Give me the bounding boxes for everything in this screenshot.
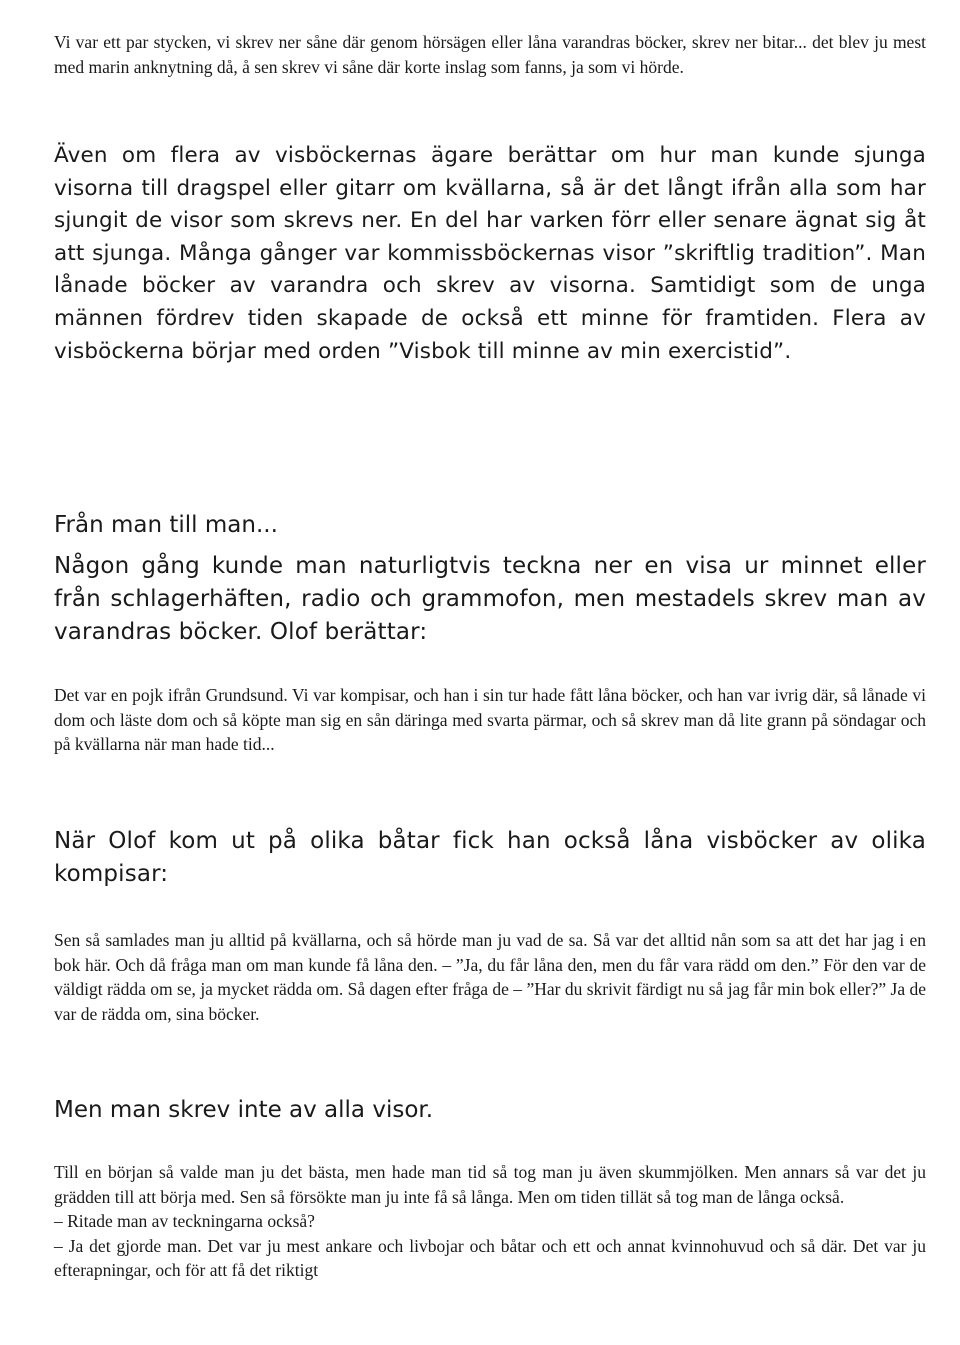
interview-quote-3: Sen så samlades man ju alltid på kvällarna, och så hörde man ju vad de sa. Så var det alltid nån som sa att det har jag i en bok här. Och då fråga man om man kunde få låna den. – ”Ja, du får låna den, men du får vara rädd om den.” För den var de väldigt rädda om se, ja mycket rädda om. Så dagen efter fråga de – ”Har du skrivit färdigt nu så jag får min bok eller?” Ja de var de rädda om, sina böcker. (54, 930, 926, 1024)
body-paragraph-3: När Olof kom ut på olika båtar fick han också låna visböcker av olika kompisar: (54, 828, 926, 887)
body-paragraph-2: Någon gång kunde man naturligtvis teckna ner en visa ur minnet eller från schlagerhäften, radio och grammofon, men mestadels skrev man av varandras böcker. Olof berättar: (54, 553, 926, 645)
interview-quote-1: Vi var ett par stycken, vi skrev ner såne där genom hörsägen eller låna varandras böcker, skrev ner bitar... det blev ju mest med marin anknytning då, å sen skrev vi såne där korte inslag som fanns, ja som vi hörde. (54, 32, 926, 77)
section-heading-fran-man-till-man: Från man till man... (54, 512, 278, 538)
body-paragraph-1: Även om flera av visböckernas ägare berättar om hur man kunde sjunga visorna till dragspel eller gitarr om kvällarna, så är det långt ifrån alla som har sjungit de visor som skrevs ner. En del har varken förr eller senare ägnat sig åt att sjunga. Många gånger var kommissböckernas visor ”skriftlig tradition”. Man lånade böcker av varandra och skrev av visorna. Samtidigt som de unga männen fördrev tiden skapade de också ett minne för framtiden. Flera av visböckerna börjar med orden ”Visbok till minne av min exercistid”. (54, 143, 926, 364)
section-heading-men-man-skrev: Men man skrev inte av alla visor. (54, 1097, 434, 1123)
interview-quote-4 (54, 1160, 926, 1283)
quote-4-text: Till en början så valde man ju det bästa, men hade man tid så tog man ju även skummjölken. Men annars så var det ju grädden till att börja med. Sen så försökte man ju inte få så långa. Men om tiden tillät så tog man de långa också. (54, 1162, 926, 1207)
quote-4-question: – Ritade man av teckningarna också? (54, 1211, 315, 1232)
quote-4-answer: – Ja det gjorde man. Det var ju mest ankare och livbojar och båtar och ett och annat kvinnohuvud och så där. Det var ju efterapningar, och för att få det riktigt (54, 1235, 926, 1281)
interview-quote-2: Det var en pojk ifrån Grundsund. Vi var kompisar, och han i sin tur hade fått låna böcker, och han var ivrig där, så lånade vi dom och läste dom och så köpte man sig en sån däringa med svarta pärmar, och så skrev man då lite grann på söndagar och på kvällarna när man hade tid... (54, 685, 926, 755)
